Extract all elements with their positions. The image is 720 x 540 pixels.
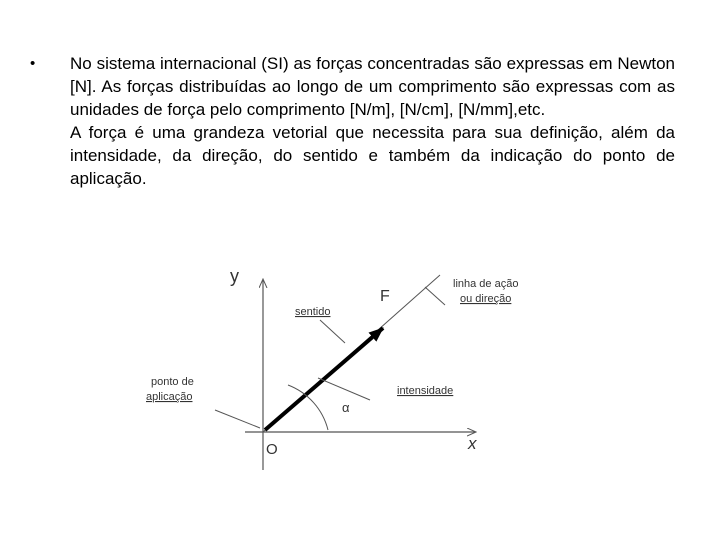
force-vector-diagram	[140, 258, 540, 488]
ponto-label-1: ponto de	[151, 376, 194, 388]
origin-label: O	[266, 441, 278, 458]
ponto-pointer	[215, 410, 260, 428]
paragraph-units: No sistema internacional (SI) as forças concentradas são expressas em Newton [N]. As forças distribuídas ao longo de um comprimento são expressas com as unidades de força pelo comprimento [N/m], [N/cm], [N/mm],etc.	[70, 54, 675, 119]
ponto-label-2: aplicação	[146, 391, 193, 403]
paragraph-vector: A força é uma grandeza vetorial que necessita para sua definição, além da intensidade, da direção, do sentido e também da indicação do ponto de aplicação.	[70, 123, 675, 188]
sentido-pointer	[320, 320, 345, 343]
linha-label-1: linha de ação	[453, 278, 519, 290]
intensidade-label: intensidade	[397, 385, 454, 397]
linha-label-2: ou direção	[460, 293, 512, 305]
force-label: F	[380, 288, 390, 305]
sentido-label: sentido	[295, 306, 331, 318]
axis-y-label: y	[230, 266, 239, 286]
line-of-action-pointer	[425, 287, 445, 305]
intensidade-pointer	[318, 378, 370, 400]
bullet-item	[30, 52, 675, 190]
axis-x-label: x	[468, 434, 477, 453]
angle-label: α	[342, 400, 350, 415]
force-vector	[265, 328, 383, 430]
bullet-symbol: •	[30, 55, 36, 72]
